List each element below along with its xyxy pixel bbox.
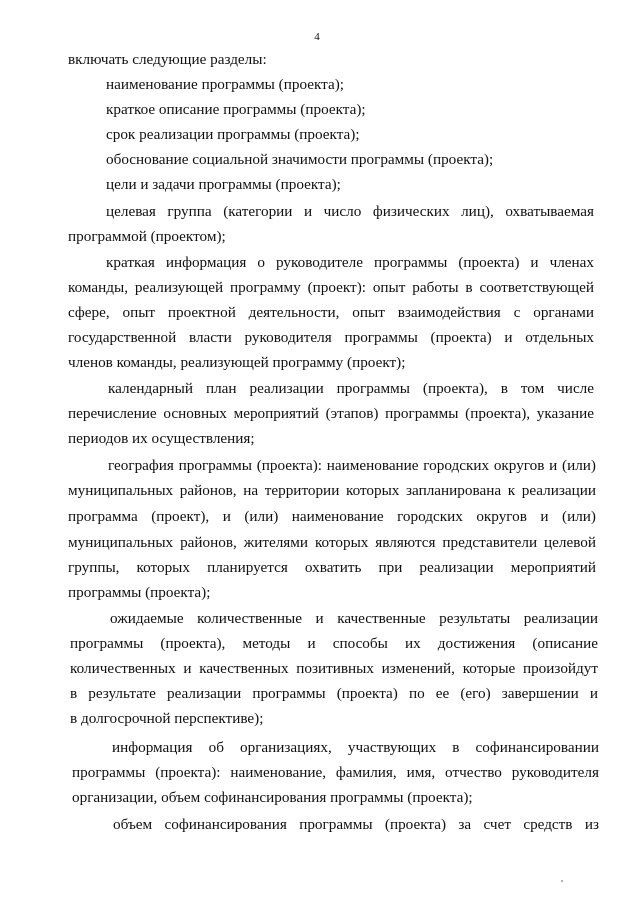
text-line: включать следующие разделы: [68, 51, 267, 68]
list-item-line: календарный план реализации программы (проекта), в том числе [108, 380, 594, 397]
list-item-line: география программы (проекта): наименование городских округов и (или) [108, 457, 596, 474]
list-item-line: обоснование социальной значимости программы (проекта); [106, 151, 494, 168]
list-item-line: количественных и качественных позитивных изменений, которые произойдут [70, 660, 598, 677]
list-item-line: в результате реализации программы (проекта) по ее (его) завершении и [70, 685, 598, 702]
list-item-line: программы (проекта); [68, 584, 211, 601]
list-item-line: целевая группа (категории и число физических лиц), охватываемая [106, 203, 594, 220]
list-item-line: программа (проект), и (или) наименование городских округов и (или) [68, 508, 596, 525]
list-item-line: краткое описание программы (проекта); [106, 101, 366, 118]
list-item-line: краткая информация о руководителе программы (проекта) и членах [106, 254, 594, 271]
list-item-line: срок реализации программы (проекта); [106, 126, 360, 143]
list-item-line: наименование программы (проекта); [106, 76, 344, 93]
list-item-line: в долгосрочной перспективе); [70, 710, 264, 727]
list-item-line: программы (проекта), методы и способы их достижения (описание [70, 635, 598, 652]
list-item-line: периодов их осуществления; [68, 430, 255, 447]
list-item-line: муниципальных районов, на территории которых запланирована к реализации [68, 482, 596, 499]
list-item-line: организации, объем софинансирования программы (проекта); [72, 789, 473, 806]
list-item-line: ожидаемые количественные и качественные результаты реализации [110, 610, 598, 627]
list-item-line: информация об организациях, участвующих в софинансировании [112, 739, 599, 756]
list-item-line: программы (проекта): наименование, фамилия, имя, отчество руководителя [72, 764, 599, 781]
list-item-line: перечисление основных мероприятий (этапов) программы (проекта), указание [68, 405, 594, 422]
scan-speck [561, 880, 563, 882]
list-item-line: государственной власти руководителя программы (проекта) и отдельных [68, 329, 594, 346]
page-number: 4 [314, 31, 320, 43]
list-item-line: сфере, опыт проектной деятельности, опыт взаимодействия с органами [68, 304, 594, 321]
list-item-line: группы, которых планируется охватить при реализации мероприятий [68, 559, 596, 576]
list-item-line: объем софинансирования программы (проекта) за счет средств из [113, 816, 599, 833]
list-item-line: программой (проектом); [68, 228, 226, 245]
list-item-line: муниципальных районов, жителями которых являются представители целевой [68, 534, 596, 551]
list-item-line: команды, реализующей программу (проект): опыт работы в соответствующей [68, 279, 594, 296]
list-item-line: членов команды, реализующей программу (проект); [68, 354, 406, 371]
list-item-line: цели и задачи программы (проекта); [106, 176, 341, 193]
